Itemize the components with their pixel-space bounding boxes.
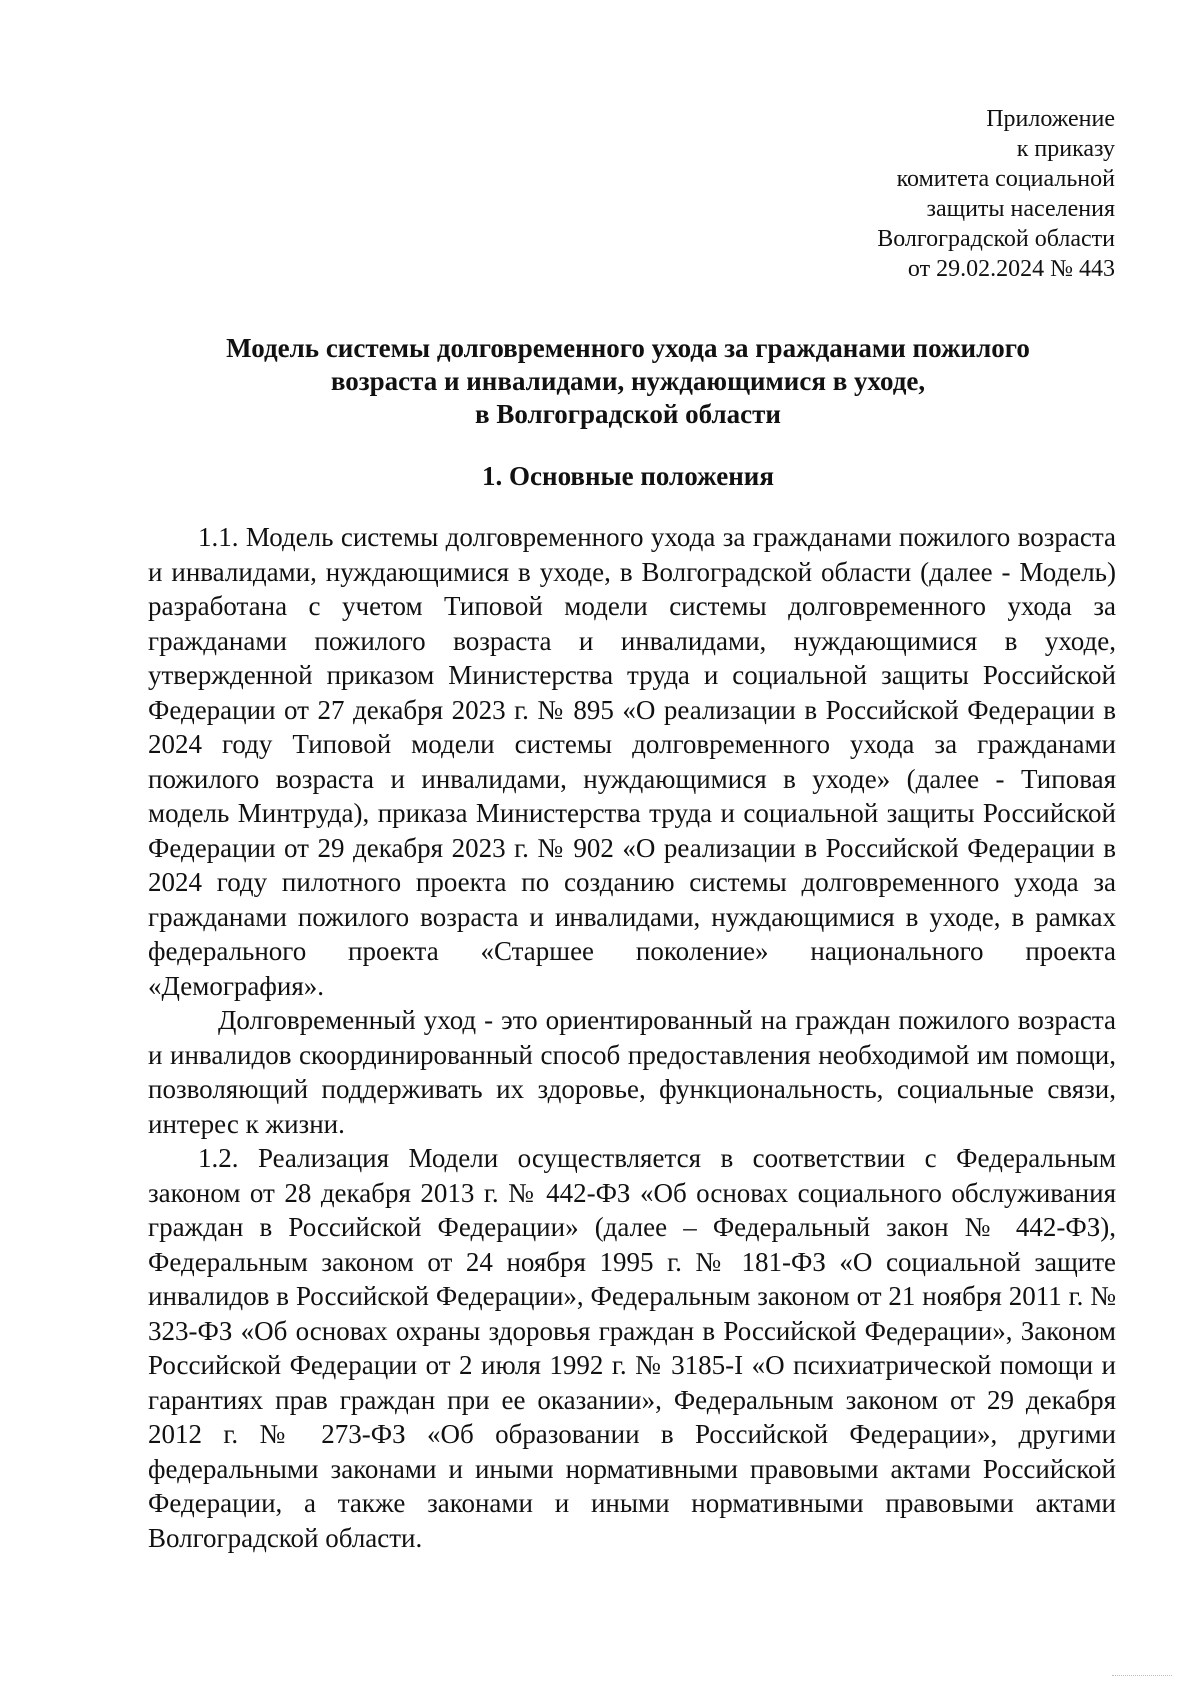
appendix-line: защиты населения [926, 196, 1115, 222]
section-heading: 1. Основные положения [482, 461, 774, 491]
appendix-block [695, 104, 1115, 284]
title-line: возраста и инвалидами, нуждающимися в уходе, [330, 366, 926, 396]
title-line: в Волгоградской области [475, 399, 781, 429]
scan-edge-mark [1112, 1669, 1172, 1676]
appendix-line: к приказу [1016, 136, 1115, 162]
appendix-line: Приложение [986, 106, 1115, 132]
paragraph-1-1: 1.1. Модель системы долговременного ухода за гражданами пожилого возраста и инвалидами, нуждающимися в уходе, в Волгоградской области (далее - Модель) разработана с учетом Типовой модели системы долговременного ухода за гражданами пожилого возраста и инвалидами, нуждающимися в уходе, утвержденной приказом Министерства труда и социальной защиты Российской Федерации от 27 декабря 2023 г. № 895 «О реализации в Российской Федерации в 2024 году Типовой модели системы долговременного ухода за гражданами пожилого возраста и инвалидами, нуждающимися в уходе» (далее - Типовая модель Минтруда), приказа Министерства труда и социальной защиты Российской Федерации от 29 декабря 2023 г. № 902 «О реализации в Российской Федерации в 2024 году пилотного проекта по созданию системы долговременного ухода за гражданами пожилого возраста и инвалидами, нуждающимися в уходе, в рамках федерального проекта «Старшее поколение» национального проекта «Демография». [148, 522, 1116, 1001]
paragraph-1-2: 1.2. Реализация Модели осуществляется в соответствии с Федеральным законом от 28 декабря 2013 г. № 442-ФЗ «Об основах социального обслуживания граждан в Российской Федерации» (далее – Федеральный закон № 442-ФЗ), Федеральным законом от 24 ноября 1995 г. № 181-ФЗ «О социальной защите инвалидов в Российской Федерации», Федеральным законом от 21 ноября 2011 г. № 323-ФЗ «Об основах охраны здоровья граждан в Российской Федерации», Законом Российской Федерации от 2 июля 1992 г. № 3185-I «О психиатрической помощи и гарантиях прав граждан при ее оказании», Федеральным законом от 29 декабря 2012 г. № 273-ФЗ «Об образовании в Российской Федерации», другими федеральными законами и иными нормативными правовыми актами Российской Федерации, а также законами и иными нормативными правовыми актами Волгоградской области. [148, 1143, 1116, 1553]
document-title [150, 332, 1106, 431]
document-body [148, 520, 1116, 1555]
appendix-line: комитета социальной [896, 166, 1115, 192]
paragraph-definition: Долговременный уход - это ориентированный на граждан пожилого возраста и инвалидов скоординированный способ предоставления необходимой им помощи, позволяющий поддерживать их здоровье, функциональность, социальные связи, интерес к жизни. [148, 1005, 1116, 1139]
appendix-line: Волгоградской области [877, 226, 1115, 252]
appendix-order-date-number: от 29.02.2024 № 443 [907, 256, 1115, 282]
title-line: Модель системы долговременного ухода за гражданами пожилого [226, 333, 1030, 363]
